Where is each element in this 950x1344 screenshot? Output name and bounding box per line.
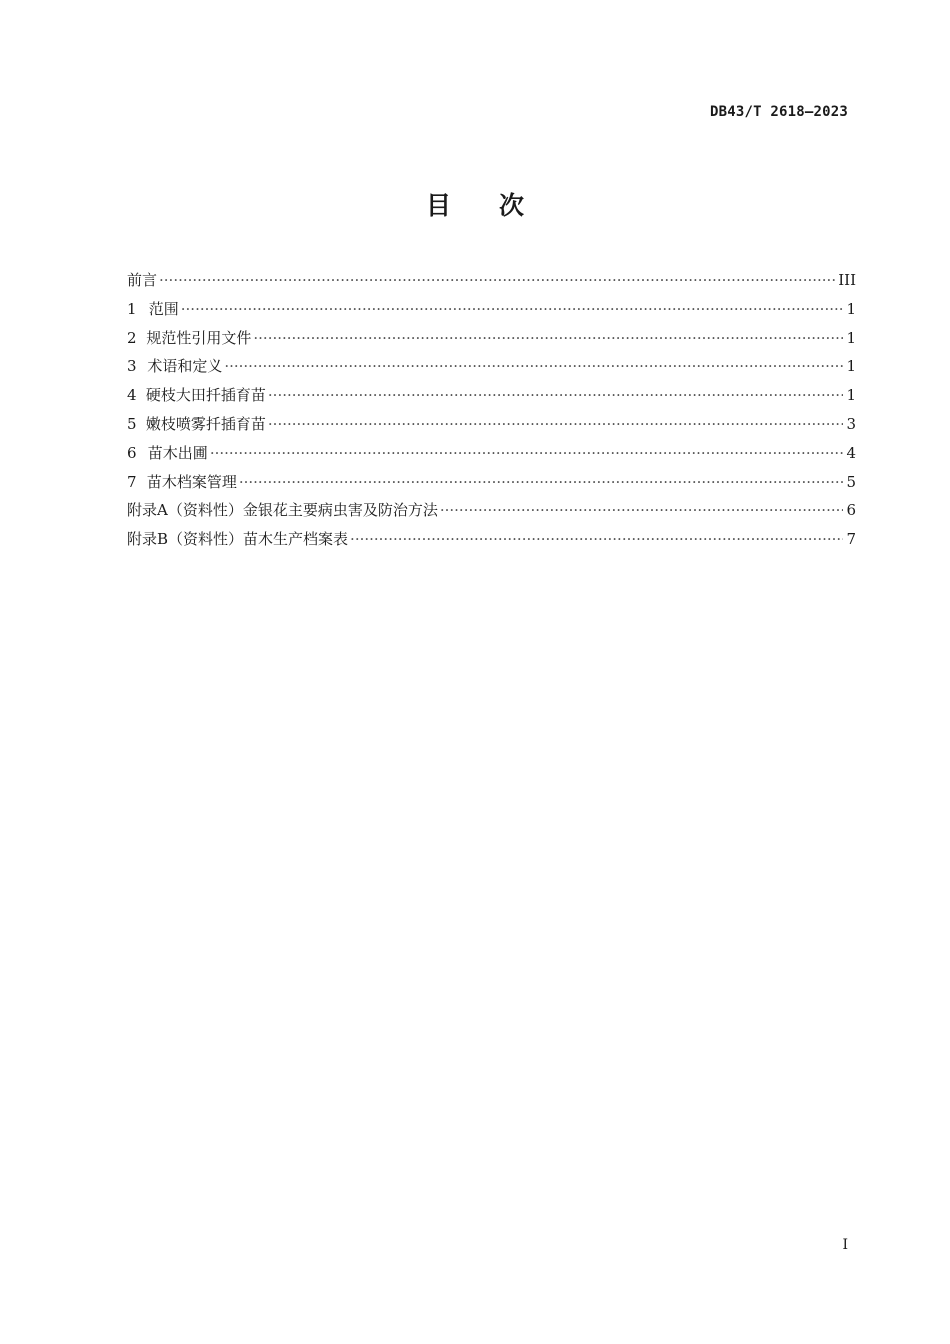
toc-entry-page: 7	[846, 530, 856, 549]
toc-entry-2[interactable]	[127, 324, 856, 353]
toc-leader-dots	[181, 295, 843, 324]
toc-entry-label: 硬枝大田扦插育苗	[145, 386, 266, 405]
toc-entry-page: III	[838, 271, 856, 289]
toc-entry-label: 苗木出圃	[147, 443, 208, 462]
toc-entry-label: 前言	[127, 271, 158, 289]
toc-entry-label: 苗木档案管理	[146, 472, 237, 491]
toc-entry-label: 范围	[148, 299, 179, 318]
toc-entry-page: 1	[846, 386, 856, 405]
toc-entry-6[interactable]	[127, 439, 856, 468]
toc-entry-4[interactable]	[127, 381, 856, 410]
toc-entry-number: 2	[127, 328, 137, 347]
toc-entry-label: 金银花主要病虫害及防治方法	[242, 501, 438, 520]
toc-leader-dots	[440, 496, 843, 525]
toc-entry-label: 苗木生产档案表	[243, 530, 349, 549]
toc-leader-dots	[159, 266, 835, 295]
toc-leader-dots	[253, 324, 843, 353]
toc-entry-appendix-b[interactable]	[127, 525, 856, 554]
toc-leader-dots	[210, 439, 843, 468]
toc-leader-dots	[224, 352, 843, 381]
toc-appendix-tag: 附录B（资料性）	[127, 530, 244, 549]
toc-entry-page: 3	[846, 414, 856, 433]
page-number: I	[842, 1237, 848, 1253]
toc-leader-dots	[268, 410, 843, 439]
toc-entry-label: 嫩枝喷雾扦插育苗	[145, 414, 266, 433]
toc-entry-7[interactable]	[127, 468, 856, 497]
toc-appendix-tag: 附录A（资料性）	[127, 501, 243, 520]
toc-entry-page: 1	[846, 357, 856, 376]
toc-leader-dots	[239, 468, 843, 497]
toc-entry-label: 规范性引用文件	[146, 328, 252, 347]
toc-entry-appendix-a[interactable]	[127, 496, 856, 525]
page-title: 目次	[425, 191, 572, 220]
toc-entry-3[interactable]	[127, 352, 856, 381]
toc-entry-page: 6	[846, 501, 856, 520]
toc-entry-page: 5	[846, 472, 856, 491]
toc-entry-page: 4	[846, 443, 856, 462]
toc-entry-number: 4	[127, 386, 137, 405]
toc-entry-number: 7	[127, 472, 137, 491]
standard-code: DB43/T 2618—2023	[709, 104, 848, 120]
table-of-contents	[127, 266, 856, 554]
toc-leader-dots	[268, 381, 843, 410]
toc-leader-dots	[350, 525, 843, 554]
toc-entry-number: 1	[127, 299, 137, 318]
toc-entry-1[interactable]	[127, 295, 856, 324]
toc-entry-page: 1	[846, 328, 856, 347]
toc-entry-preface[interactable]	[127, 266, 856, 295]
toc-entry-5[interactable]	[127, 410, 856, 439]
toc-entry-number: 5	[127, 414, 137, 433]
toc-entry-page: 1	[846, 299, 856, 318]
toc-entry-number: 3	[127, 357, 137, 376]
toc-entry-number: 6	[127, 443, 137, 462]
toc-entry-label: 术语和定义	[147, 357, 223, 376]
